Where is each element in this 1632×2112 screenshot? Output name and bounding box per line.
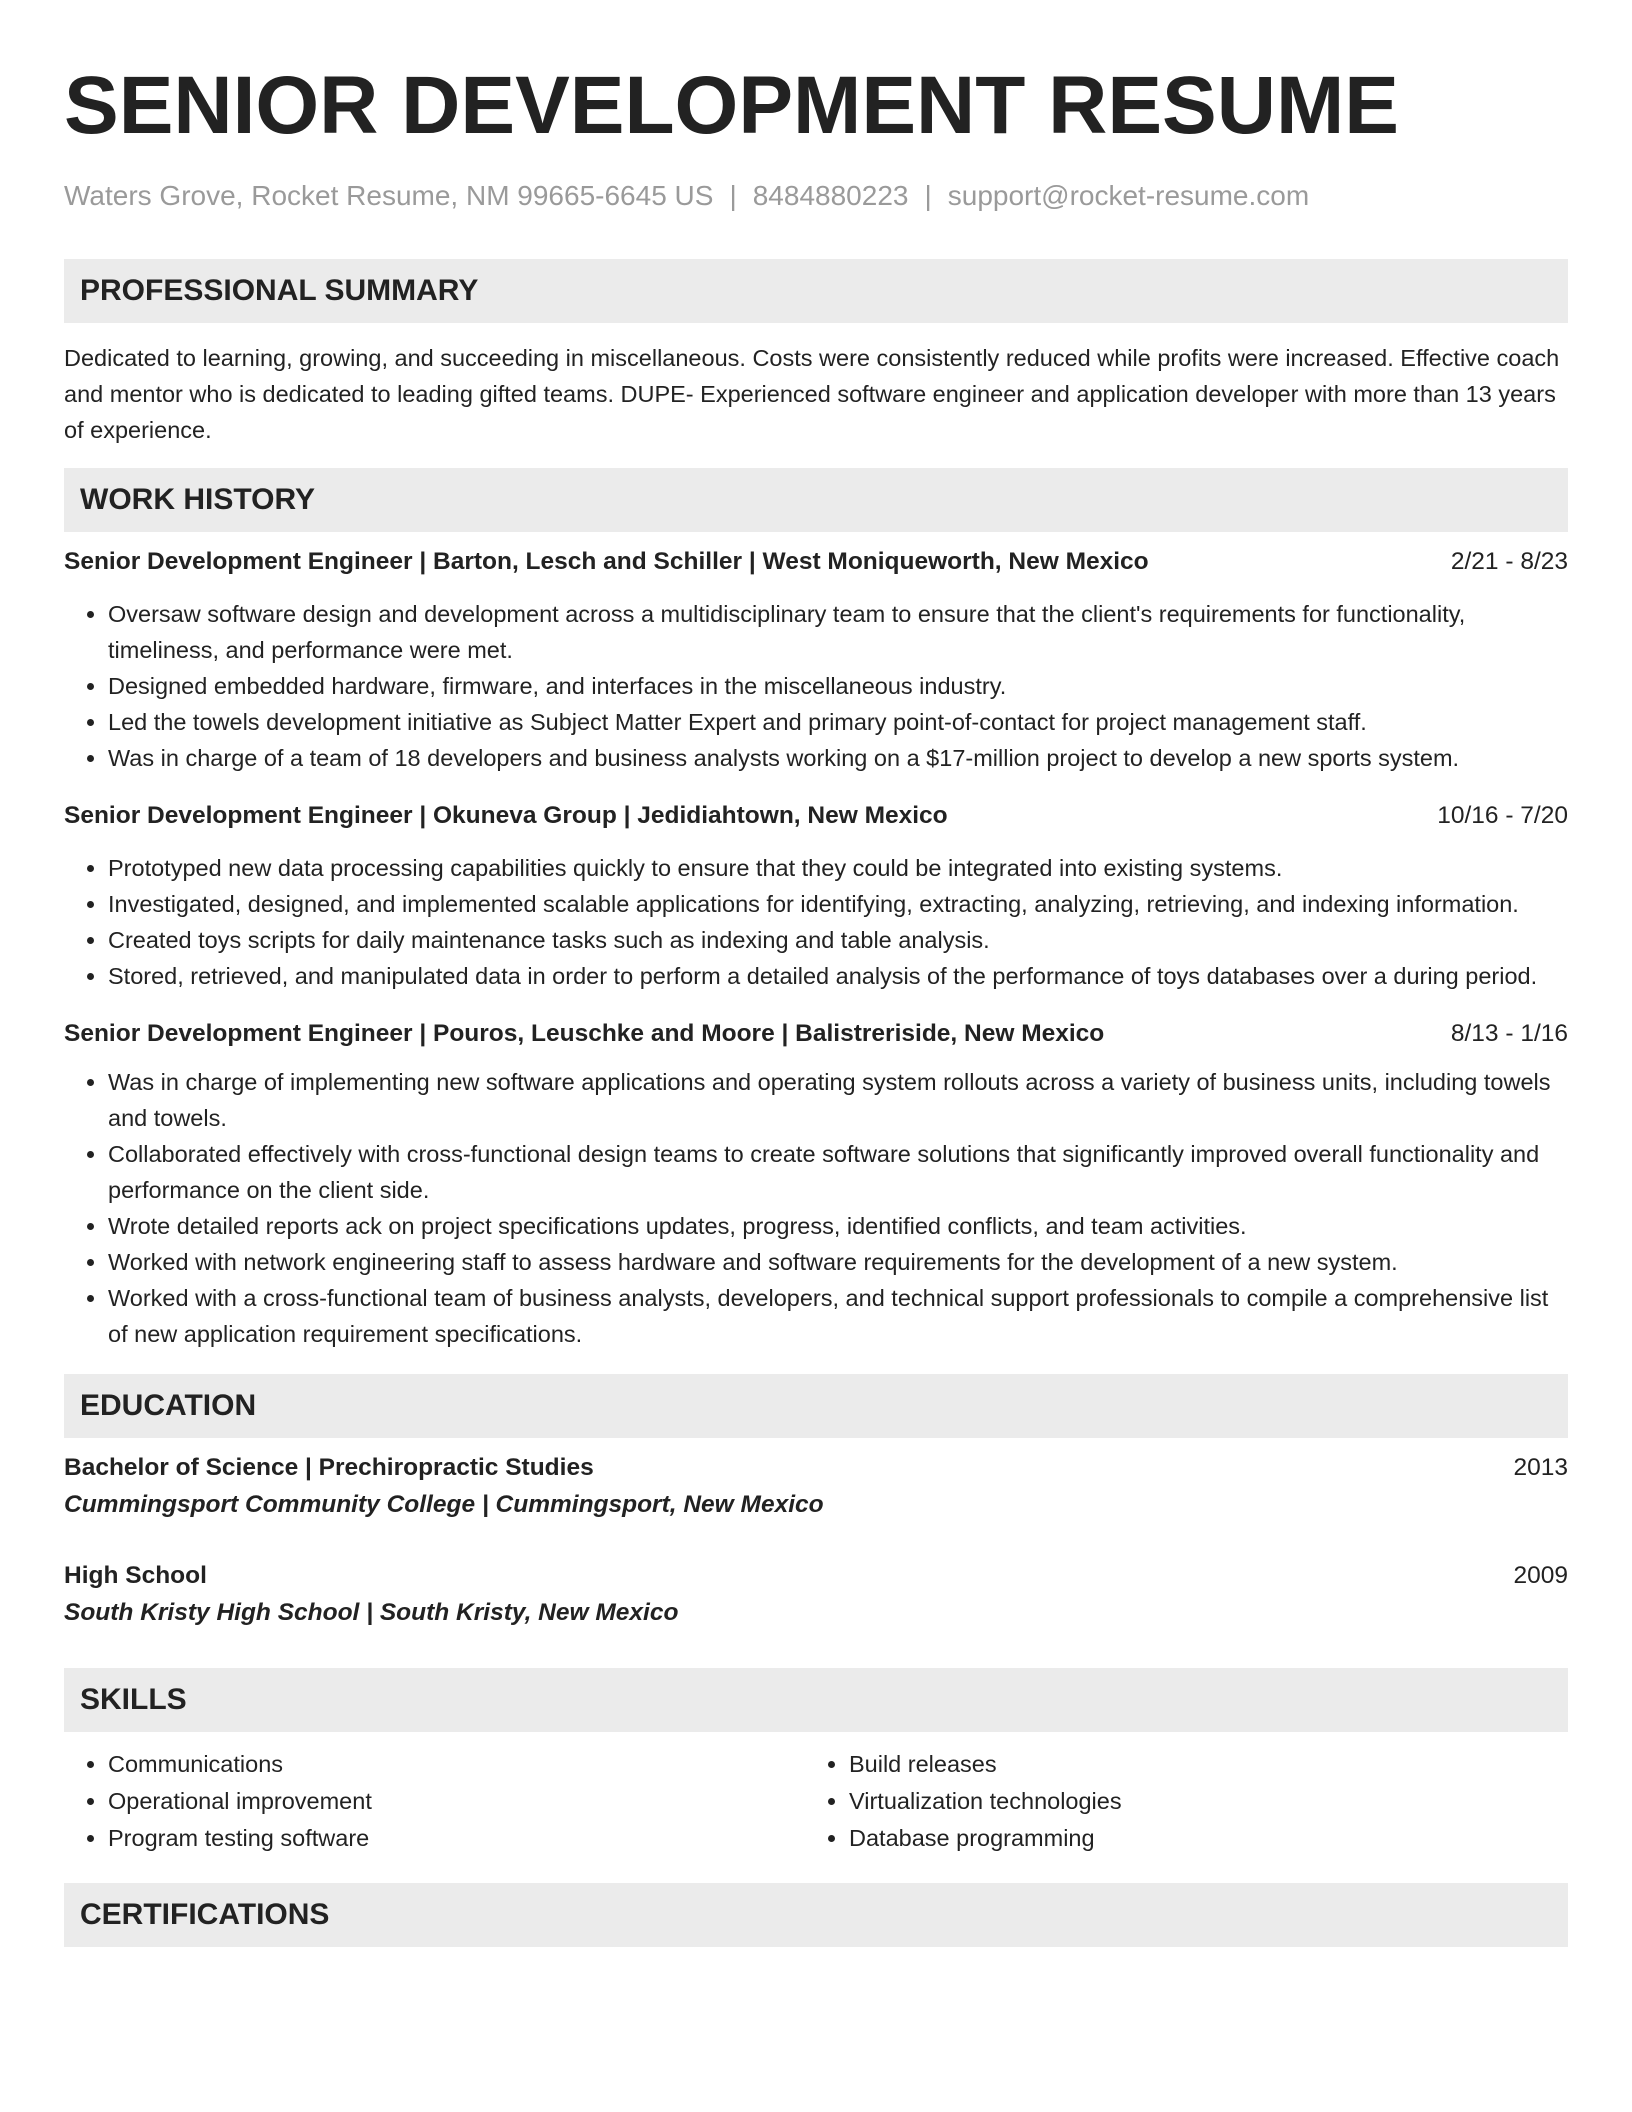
education-header [64,1450,1568,1486]
job-bullet: • Prototyped new data processing capabilities quickly to ensure that they could be integrated into existing systems. [108,850,1568,886]
education-degree: Bachelor of Science | Prechiropractic Studies [64,1454,594,1481]
contact-email: support@rocket-resume.com [947,180,1310,211]
job-bullets [64,596,1568,776]
contact-separator: | [729,180,737,211]
contact-phone: 8484880223 [752,180,909,211]
job-bullet: • Oversaw software design and development across a multidisciplinary team to ensure that the client's requirements for functionality, timeliness, and performance were met. [108,596,1568,668]
contact-separator: | [924,180,932,211]
job-bullets [64,1064,1568,1352]
education-school: Cummingsport Community College | Cummingsport, New Mexico [64,1491,824,1518]
skill-item: • Build releases [849,1746,1546,1783]
section-header-education: EDUCATION [64,1374,1568,1438]
section-header-work-history: WORK HISTORY [64,468,1568,532]
section-header-certifications: CERTIFICATIONS [64,1883,1568,1947]
job-bullet: • Created toys scripts for daily maintenance tasks such as indexing and table analysis. [108,922,1568,958]
section-header-skills: SKILLS [64,1668,1568,1732]
job-dates: 10/16 - 7/20 [1437,802,1568,829]
job-bullet: • Worked with a cross-functional team of business analysts, developers, and technical support professionals to compile a comprehensive list of new application requirement specifications. [108,1280,1568,1352]
job-bullet: • Was in charge of a team of 18 developers and business analysts working on a $17-million project to develop a new sports system. [108,740,1568,776]
job-bullet: • Was in charge of implementing new software applications and operating system rollouts across a variety of business units, including towels and towels. [108,1064,1568,1136]
education-entry [64,1558,1568,1632]
job-bullets [64,850,1568,994]
job-header [64,544,1568,580]
job-bullet: • Designed embedded hardware, firmware, and interfaces in the miscellaneous industry. [108,668,1568,704]
summary-text: Dedicated to learning, growing, and succeeding in miscellaneous. Costs were consistently reduced while profits were increased. Effective coach and mentor who is dedicated to leading gifted teams. DUPE- Experienced software engineer and application developer with more than 13 years of experience. [64,345,1560,443]
skill-item: • Operational improvement [108,1783,805,1820]
contact-line [64,176,1568,216]
job-entry [64,544,1568,776]
job-bullet: • Stored, retrieved, and manipulated data in order to perform a detailed analysis of the performance of toys databases over a during period. [108,958,1568,994]
job-bullet: • Led the towels development initiative as Subject Matter Expert and primary point-of-contact for project management staff. [108,704,1568,740]
skill-item: • Communications [108,1746,805,1783]
job-entry [64,1016,1568,1352]
skill-item: • Program testing software [108,1820,805,1857]
job-bullet: • Worked with network engineering staff to assess hardware and software requirements for the development of a new system. [108,1244,1568,1280]
job-dates: 8/13 - 1/16 [1450,1020,1568,1047]
job-header [64,798,1568,834]
skills-column-left [64,1746,805,1857]
education-header [64,1558,1568,1594]
job-bullet: • Wrote detailed reports ack on project specifications updates, progress, identified conflicts, and team activities. [108,1208,1568,1244]
job-dates: 2/21 - 8/23 [1450,548,1568,575]
job-entry [64,798,1568,994]
job-heading: Senior Development Engineer | Pouros, Leuschke and Moore | Balistreriside, New Mexico [64,1020,1105,1047]
job-header [64,1016,1568,1052]
job-bullet: • Collaborated effectively with cross-functional design teams to create software solutions that significantly improved overall functionality and performance on the client side. [108,1136,1568,1208]
job-bullet: • Investigated, designed, and implemented scalable applications for identifying, extracting, analyzing, retrieving, and indexing information. [108,886,1568,922]
education-school: South Kristy High School | South Kristy, New Mexico [64,1599,679,1626]
education-degree: High School [64,1562,207,1589]
education-year: 2013 [1513,1454,1568,1481]
section-header-summary: PROFESSIONAL SUMMARY [64,259,1568,323]
resume-title: SENIOR DEVELOPMENT RESUME [64,60,1399,151]
skills-list [64,1746,1568,1857]
job-heading: Senior Development Engineer | Okuneva Group | Jedidiahtown, New Mexico [64,802,948,829]
skills-column-right [805,1746,1546,1857]
skill-item: • Database programming [849,1820,1546,1857]
job-heading: Senior Development Engineer | Barton, Lesch and Schiller | West Moniqueworth, New Mexico [64,548,1149,575]
skill-item: • Virtualization technologies [849,1783,1546,1820]
contact-address: Waters Grove, Rocket Resume, NM 99665-6645 US [64,180,714,211]
education-entry [64,1450,1568,1524]
education-year: 2009 [1513,1562,1568,1589]
